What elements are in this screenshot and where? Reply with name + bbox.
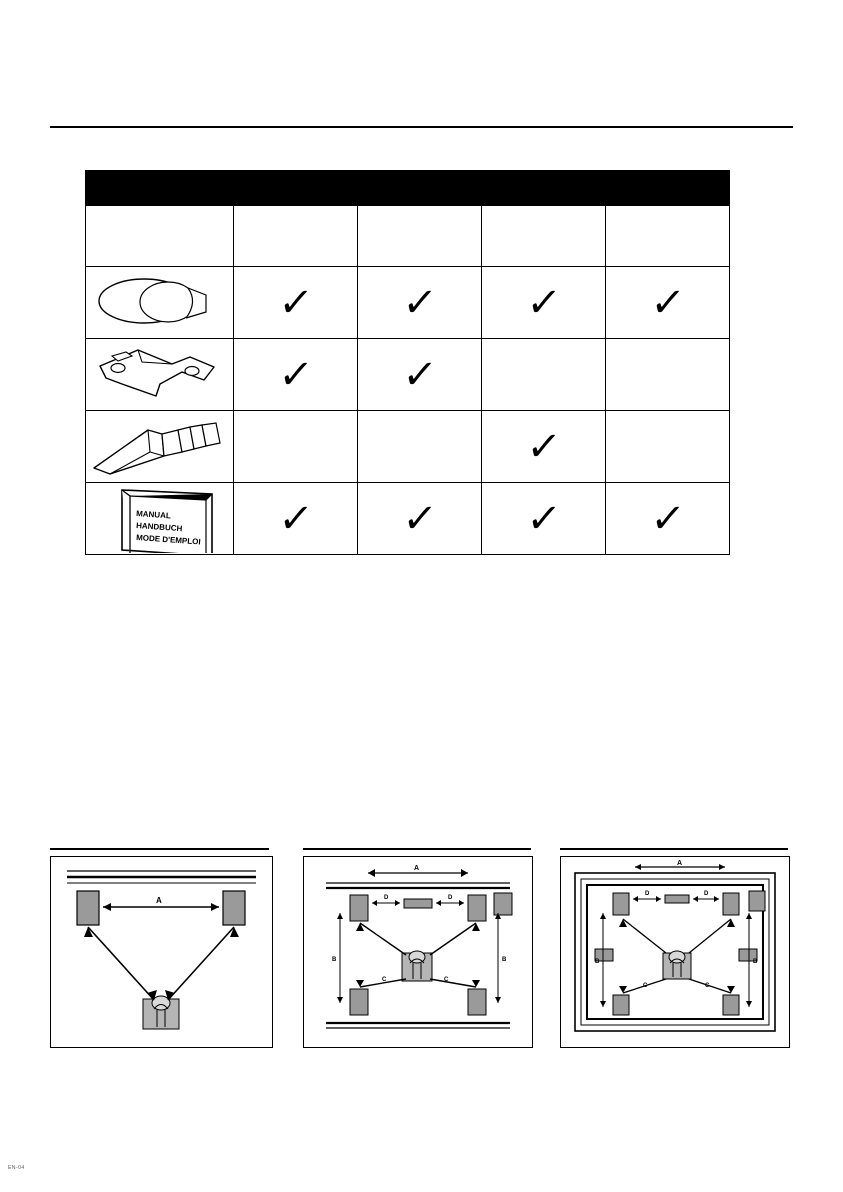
manual-booklet-icon (86, 484, 231, 553)
cell-mark (234, 339, 358, 411)
dimension-label-D: D (704, 891, 709, 897)
check-icon: ✓ (400, 279, 439, 326)
dimension-label-C: C (705, 983, 710, 989)
cell-item-manual (86, 483, 234, 555)
check-icon: ✓ (276, 495, 315, 542)
check-icon: ✓ (400, 351, 439, 398)
dimension-label-B: B (502, 957, 507, 963)
cell-mark-empty (606, 339, 730, 411)
dimension-label-B: B (595, 959, 600, 965)
section-divider (50, 848, 269, 850)
header-cell-col3 (482, 171, 606, 206)
table-row (86, 483, 730, 555)
cell-mark-empty (234, 411, 358, 483)
dimension-label-B: B (332, 957, 337, 963)
cell-mark (358, 483, 482, 555)
cell-mark (234, 483, 358, 555)
dimension-label-D: D (384, 895, 389, 901)
check-icon: ✓ (400, 495, 439, 542)
cell-mark-empty (606, 411, 730, 483)
page-corner-note: EN-04 (8, 1165, 25, 1171)
dimension-label-B: B (753, 959, 758, 965)
oval-pad-icon (86, 268, 231, 337)
cell-mark (358, 267, 482, 339)
dimension-label-C: C (444, 977, 449, 983)
table-subheader-row (86, 206, 730, 267)
speaker-layout-4ch (303, 856, 533, 1048)
subheader-cell-col2 (358, 206, 482, 267)
manual-line-3: MODE D'EMPLOI (135, 533, 201, 547)
manual-line-1: MANUAL (135, 509, 172, 521)
header-cell-col2 (358, 171, 482, 206)
header-divider (50, 126, 793, 128)
connector-plug-icon (86, 412, 231, 481)
cell-mark (482, 267, 606, 339)
dimension-label-C: C (643, 983, 648, 989)
cell-mark (606, 267, 730, 339)
diagram-block-6ch (560, 848, 790, 1048)
check-icon: ✓ (524, 423, 563, 470)
diagram-block-4ch (303, 848, 533, 1048)
speaker-layout-2ch (50, 856, 273, 1048)
manual-line-2: HANDBUCH (135, 521, 183, 534)
header-cell-item (86, 171, 234, 206)
cell-mark (358, 339, 482, 411)
subheader-cell-col3 (482, 206, 606, 267)
speaker-layout-6ch (560, 856, 790, 1048)
check-icon: ✓ (276, 351, 315, 398)
cell-item-connector (86, 411, 234, 483)
dimension-label-C: C (382, 977, 387, 983)
dimension-label-A: A (414, 865, 420, 872)
cell-mark-empty (482, 339, 606, 411)
bracket-icon (86, 340, 231, 409)
cell-mark (234, 267, 358, 339)
cell-item-oval-pad (86, 267, 234, 339)
section-divider (303, 848, 531, 850)
cell-mark-empty (358, 411, 482, 483)
table-row (86, 339, 730, 411)
check-icon: ✓ (648, 495, 687, 542)
check-icon: ✓ (524, 279, 563, 326)
section-divider (560, 848, 788, 850)
check-icon: ✓ (276, 279, 315, 326)
dimension-label-D: D (448, 895, 453, 901)
cell-mark (606, 483, 730, 555)
dimension-label-A: A (156, 896, 162, 905)
accessories-table (85, 170, 730, 555)
diagram-block-2ch (50, 848, 273, 1048)
cell-mark (482, 411, 606, 483)
cell-mark (482, 483, 606, 555)
cell-item-bracket (86, 339, 234, 411)
subheader-cell-item (86, 206, 234, 267)
table-row (86, 267, 730, 339)
dimension-label-D: D (645, 891, 650, 897)
subheader-cell-col4 (606, 206, 730, 267)
table-header-bar (86, 171, 730, 206)
header-cell-col1 (234, 171, 358, 206)
table-row (86, 411, 730, 483)
subheader-cell-col1 (234, 206, 358, 267)
check-icon: ✓ (648, 279, 687, 326)
header-cell-col4 (606, 171, 730, 206)
dimension-label-A: A (677, 860, 683, 867)
check-icon: ✓ (524, 495, 563, 542)
